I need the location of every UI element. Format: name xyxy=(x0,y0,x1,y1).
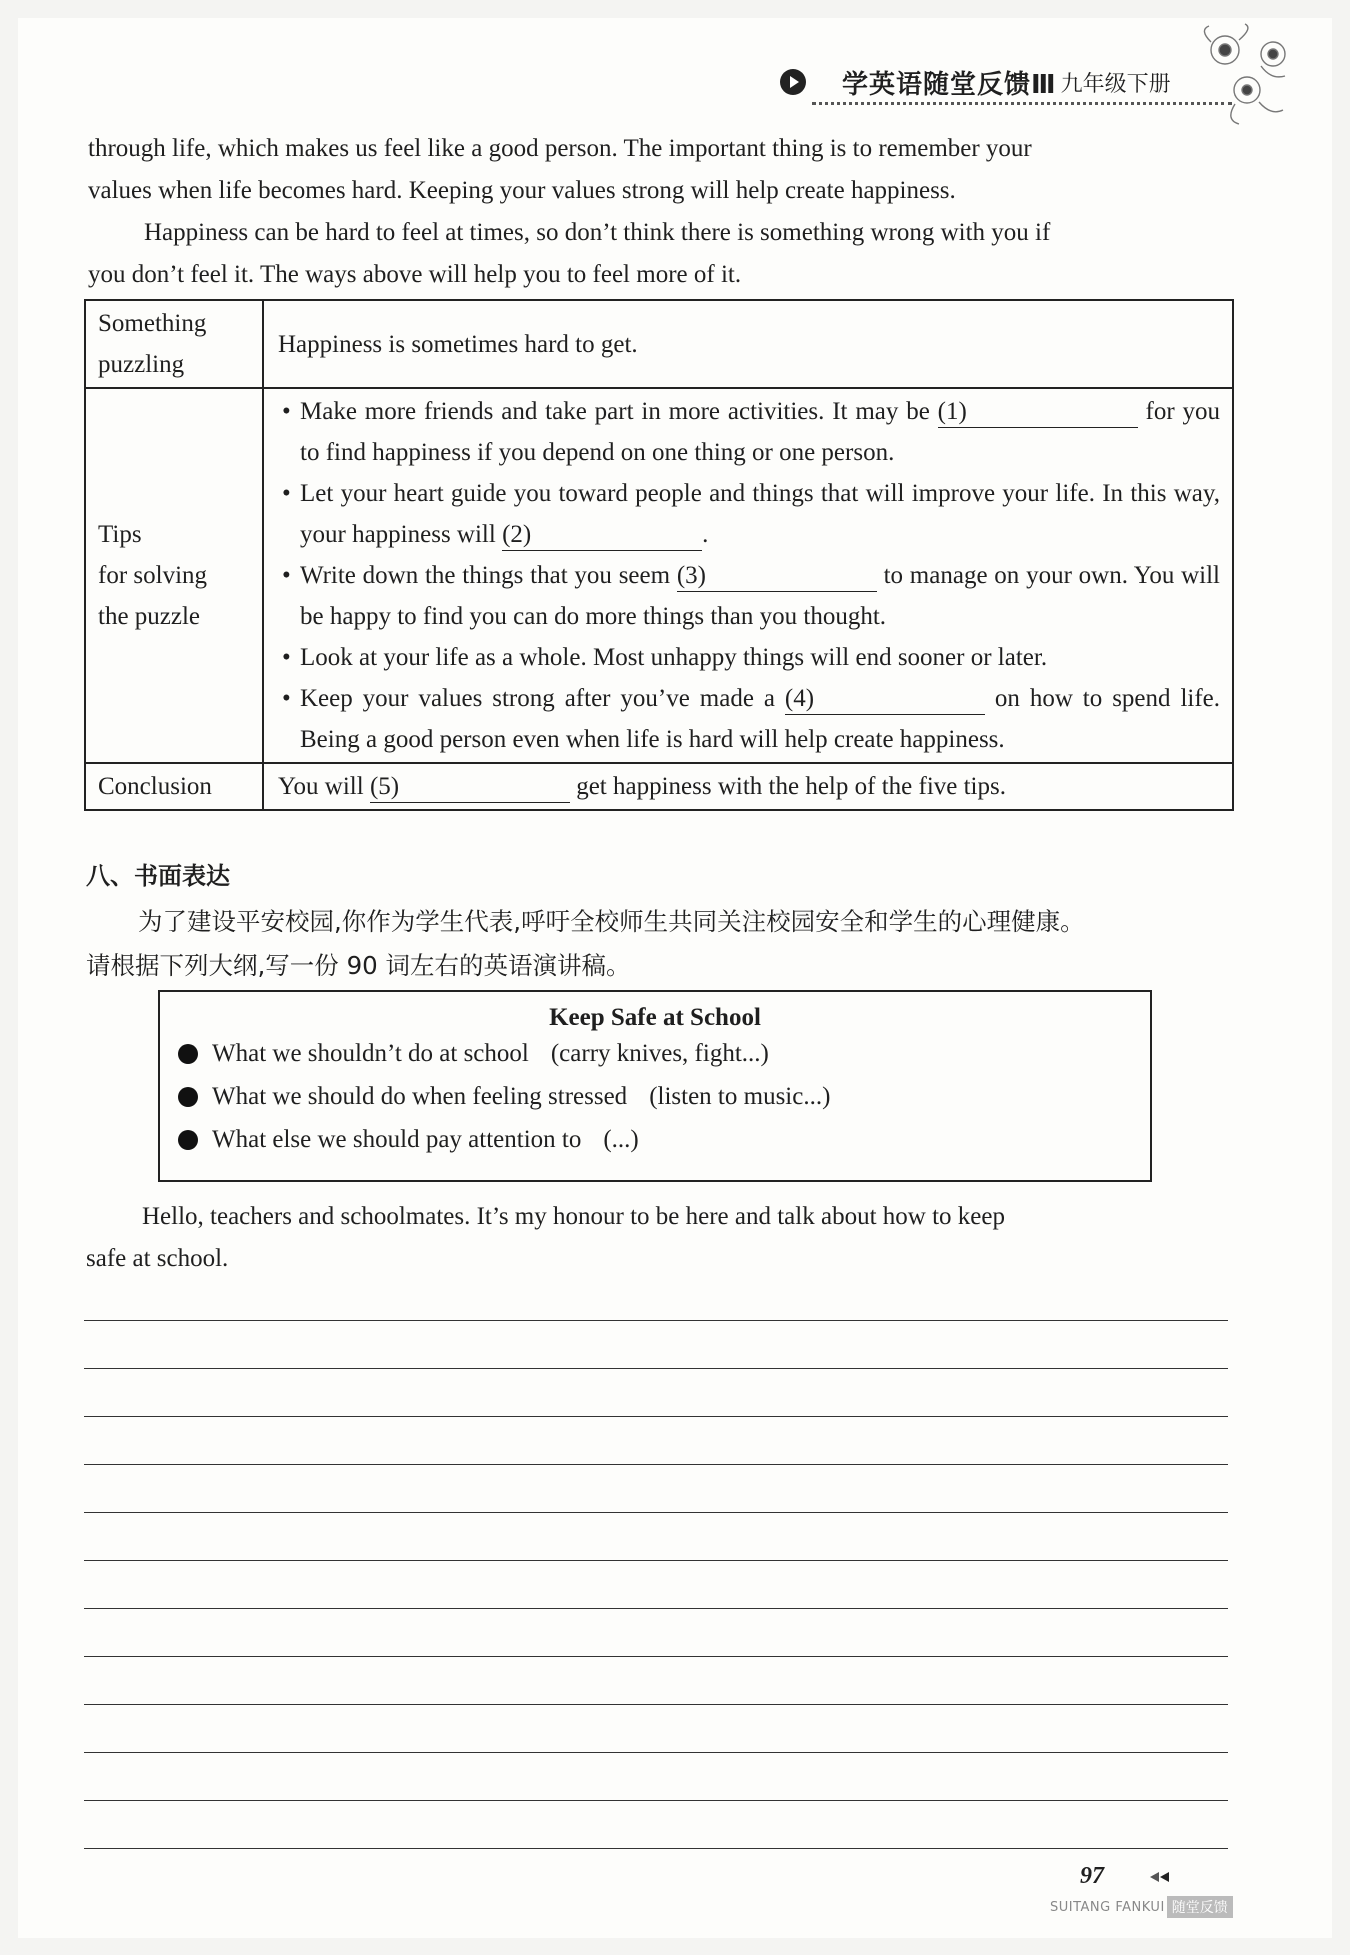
writing-line[interactable] xyxy=(84,1704,1228,1705)
table-label-cell xyxy=(85,388,263,763)
header-divider xyxy=(812,102,1232,105)
writing-line[interactable] xyxy=(84,1368,1228,1369)
tip-item: • Let your heart guide you toward people and things that will improve your life. In this way, your happiness will (2) . xyxy=(278,473,1220,555)
outline-item: What else we should pay attention to (...) xyxy=(160,1118,1150,1161)
label-text: Tips xyxy=(98,521,142,548)
label-text: Something xyxy=(98,310,207,337)
book-title: 学英语随堂反馈Ⅲ xyxy=(842,69,1057,100)
table-content-cell: Happiness is sometimes hard to get. xyxy=(263,300,1233,388)
answer-blank-4[interactable]: (4) xyxy=(785,684,985,715)
instruction-line: 请根据下列大纲,写一份 90 词左右的英语演讲稿。 xyxy=(86,951,631,980)
outline-title: Keep Safe at School xyxy=(549,1004,761,1031)
play-icon xyxy=(780,69,806,95)
passage-paragraph-2 xyxy=(88,212,1238,296)
table-row xyxy=(85,300,1233,388)
footer-brand: SUITANG FANKUI 随堂反馈 xyxy=(1050,1896,1233,1918)
page-header xyxy=(780,62,1171,102)
summary-table xyxy=(84,299,1234,811)
label-text: the puzzle xyxy=(98,603,201,630)
tip-item: • Make more friends and take part in more activities. It may be (1) for you to find happiness if you depend on one thing or one person. xyxy=(278,391,1220,473)
writing-line[interactable] xyxy=(84,1512,1228,1513)
flower-decoration-icon xyxy=(1195,20,1305,130)
tip-item: • Write down the things that you seem (3) to manage on your own. You will be happy to find you can do more things than you thought. xyxy=(278,555,1220,637)
table-label-cell xyxy=(85,300,263,388)
writing-line[interactable] xyxy=(84,1608,1228,1609)
label-text: for solving xyxy=(98,562,208,589)
table-content-cell xyxy=(263,388,1233,763)
outline-item: What we shouldn’t do at school (carry knives, fight...) xyxy=(160,1032,1150,1075)
bullet-icon xyxy=(178,1130,198,1150)
answer-blank-3[interactable]: (3) xyxy=(677,561,877,592)
writing-line[interactable] xyxy=(84,1800,1228,1801)
table-row xyxy=(85,388,1233,763)
table-content-cell: You will (5) get happiness with the help of the five tips. xyxy=(263,763,1233,810)
table-label-cell: Conclusion xyxy=(85,763,263,810)
bullet-icon xyxy=(178,1044,198,1064)
passage-line: Happiness can be hard to feel at times, so don’t think there is something wrong with you if xyxy=(144,219,1051,246)
starter-line: safe at school. xyxy=(86,1245,229,1272)
tip-item: • Keep your values strong after you’ve made a (4) on how to spend life. Being a good person even when life is hard will help create happiness. xyxy=(278,678,1220,760)
answer-blank-1[interactable]: (1) xyxy=(938,397,1138,428)
writing-line[interactable] xyxy=(84,1656,1228,1657)
label-text: puzzling xyxy=(98,351,185,378)
starter-line: Hello, teachers and schoolmates. It’s my honour to be here and talk about how to keep xyxy=(142,1203,1005,1230)
tip-item: • Look at your life as a whole. Most unhappy things will end sooner or later. xyxy=(278,637,1220,678)
passage-line: you don’t feel it. The ways above will help you to feel more of it. xyxy=(88,261,742,288)
outline-item: What we should do when feeling stressed (listen to music...) xyxy=(160,1075,1150,1118)
writing-line[interactable] xyxy=(84,1464,1228,1465)
grade-label: 九年级下册 xyxy=(1060,71,1171,97)
arrow-left-icon xyxy=(1160,1872,1169,1882)
instruction xyxy=(86,900,1236,988)
writing-line[interactable] xyxy=(84,1560,1228,1561)
table-row xyxy=(85,763,1233,810)
passage-paragraph-1 xyxy=(88,128,1238,212)
passage-line: through life, which makes us feel like a good person. The important thing is to remember your xyxy=(88,135,1032,162)
answer-blank-5[interactable]: (5) xyxy=(370,772,570,803)
writing-line[interactable] xyxy=(84,1416,1228,1417)
bullet-icon xyxy=(178,1087,198,1107)
answer-blank-2[interactable]: (2) xyxy=(502,520,702,551)
writing-line[interactable] xyxy=(84,1320,1228,1321)
passage-line: values when life becomes hard. Keeping your values strong will help create happiness. xyxy=(88,177,956,204)
writing-line[interactable] xyxy=(84,1752,1228,1753)
writing-line[interactable] xyxy=(84,1848,1228,1849)
page-number: 97 xyxy=(1080,1863,1104,1889)
section-heading: 八、书面表达 xyxy=(86,862,230,890)
essay-starter xyxy=(86,1196,1236,1280)
outline-box xyxy=(158,990,1152,1182)
instruction-line: 为了建设平安校园,你作为学生代表,呼吁全校师生共同关注校园安全和学生的心理健康。 xyxy=(138,907,1085,936)
arrow-left-icon xyxy=(1150,1872,1159,1882)
